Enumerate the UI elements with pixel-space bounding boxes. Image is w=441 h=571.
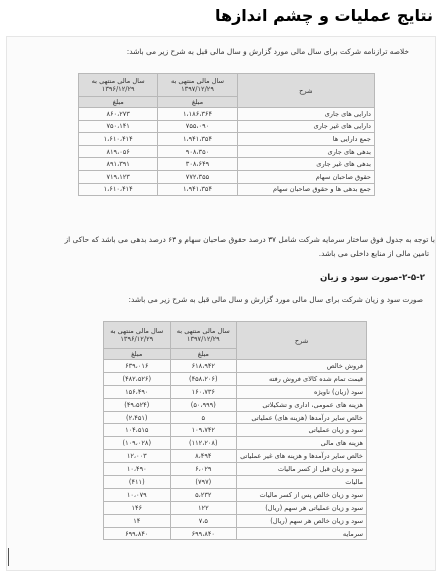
row-label: هزینه های مالی <box>237 437 367 450</box>
balance-intro: خلاصه ترازنامه شرکت برای سال مالی مورد گزارش و سال مالی قبل به شرح زیر می باشد: <box>126 47 409 56</box>
page-title: نتایج عملیات و چشم اندازها <box>214 6 433 25</box>
row-current: (۵۰،۹۹۹) <box>170 398 237 411</box>
row-previous: ۱۴۶ <box>104 501 171 514</box>
row-label: حقوق صاحبان سهام <box>237 170 374 183</box>
row-current: ۷۵۵،۰۹۰ <box>158 120 237 133</box>
row-current: ۷،۵ <box>170 514 237 527</box>
row-label: بدهی های غیر جاری <box>237 158 374 171</box>
balance-subheader-current: مبلغ <box>158 97 237 108</box>
row-current: ۶،۰۲۹ <box>170 463 237 476</box>
table-row <box>104 527 367 540</box>
income-header-current: سال مالی منتهی به ۱۳۹۷/۱۲/۲۹ <box>170 322 237 349</box>
table-row <box>104 488 367 501</box>
scanned-report-page <box>6 36 436 571</box>
income-header-previous: سال مالی منتهی به ۱۳۹۶/۱۲/۲۹ <box>104 322 171 349</box>
table-row <box>104 463 367 476</box>
row-label: سود و زیان عملیاتی <box>237 424 367 437</box>
row-previous: ۶۳۹،۰۱۶ <box>104 360 171 373</box>
row-previous: ۷۱۹،۱۲۳ <box>79 170 158 183</box>
table-row <box>104 437 367 450</box>
row-label: سود (زیان) ناویژه <box>237 385 367 398</box>
row-previous: ۱۵۶،۴۹۰ <box>104 385 171 398</box>
capital-structure-note: با توجه به جدول فوق ساختار سرمایه شرکت شامل ۳۷ درصد حقوق صاحبان سهام و ۶۳ درصد بدهی می باشد که حاکی از <box>64 235 435 244</box>
table-row <box>79 120 375 133</box>
table-row <box>79 158 375 171</box>
table-row <box>104 385 367 398</box>
row-previous: (۴۹،۵۲۴) <box>104 398 171 411</box>
row-label: سرمایه <box>237 527 367 540</box>
row-current: ۵ <box>170 411 237 424</box>
row-label: مالیات <box>237 476 367 489</box>
row-current: ۳۰۸،۶۴۹ <box>158 158 237 171</box>
balance-subheader-previous: مبلغ <box>79 97 158 108</box>
table-row <box>79 133 375 146</box>
row-current: ۶۱۸،۹۴۲ <box>170 360 237 373</box>
row-previous: ۱۰۴،۵۱۵ <box>104 424 171 437</box>
balance-header-desc: شرح <box>237 74 374 108</box>
row-current: ۱۲۲ <box>170 501 237 514</box>
row-label: هزینه های عمومی، اداری و تشکیلاتی <box>237 398 367 411</box>
row-current: ۱،۱۸۶،۳۶۴ <box>158 108 237 121</box>
table-row <box>104 501 367 514</box>
row-previous: ۸۹۱،۳۹۱ <box>79 158 158 171</box>
income-subheader-previous: مبلغ <box>104 349 171 360</box>
row-label: جمع بدهی ها و حقوق صاحبان سهام <box>237 183 374 196</box>
row-label: خالص سایر درآمدها (هزینه های) عملیاتی <box>237 411 367 424</box>
row-previous: (۴۸۲،۵۲۶) <box>104 372 171 385</box>
row-previous: ۱،۶۱۰،۴۱۴ <box>79 133 158 146</box>
row-label: بدهی های جاری <box>237 145 374 158</box>
row-current: ۷۷۲،۳۵۵ <box>158 170 237 183</box>
row-previous: (۴۱۱) <box>104 476 171 489</box>
row-label: خالص سایر درآمدها و هزینه های غیر عملیاتی <box>237 450 367 463</box>
row-previous: ۱۰،۰۷۹ <box>104 488 171 501</box>
table-row <box>104 372 367 385</box>
row-current: (۷۹۷) <box>170 476 237 489</box>
income-statement-table <box>103 321 367 540</box>
row-label: دارایی های غیر جاری <box>237 120 374 133</box>
row-label: سود و زیان عملیاتی هر سهم (ریال) <box>237 501 367 514</box>
row-previous: (۲،۴۵۱) <box>104 411 171 424</box>
row-previous: (۱۰۹،۰۲۸) <box>104 437 171 450</box>
row-previous: ۶۹۹،۸۴۰ <box>104 527 171 540</box>
row-current: ۶۹۹،۸۴۰ <box>170 527 237 540</box>
row-current: ۱۶۰،۷۳۶ <box>170 385 237 398</box>
row-label: فروش خالص <box>237 360 367 373</box>
table-row <box>79 183 375 196</box>
capital-structure-note-cont: تامین مالی از منابع داخلی می باشد. <box>318 249 429 258</box>
row-label: سود و زیان قبل از کسر مالیات <box>237 463 367 476</box>
table-row <box>79 170 375 183</box>
table-row <box>104 476 367 489</box>
row-current: ۱،۹۴۱،۳۵۴ <box>158 133 237 146</box>
row-previous: ۸۱۹،۰۵۶ <box>79 145 158 158</box>
table-row <box>79 108 375 121</box>
row-current: (۴۵۸،۲۰۶) <box>170 372 237 385</box>
row-previous: ۷۵۰،۱۴۱ <box>79 120 158 133</box>
income-heading: ۲-۵-۲-صورت سود و زیان <box>319 273 425 283</box>
row-previous: ۱۰،۴۹۰ <box>104 463 171 476</box>
balance-header-current: سال مالی منتهی به ۱۳۹۷/۱۲/۲۹ <box>158 74 237 97</box>
row-current: ۱۰۹،۷۴۲ <box>170 424 237 437</box>
row-previous: ۱۴ <box>104 514 171 527</box>
table-row <box>104 360 367 373</box>
row-previous: ۱۲،۰۰۳ <box>104 450 171 463</box>
income-intro: صورت سود و زیان شرکت برای سال مالی مورد گزارش و سال مالی قبل به شرح زیر می باشد: <box>128 295 423 304</box>
income-subheader-current: مبلغ <box>170 349 237 360</box>
income-header-desc: شرح <box>237 322 367 360</box>
row-label: دارایی های جاری <box>237 108 374 121</box>
row-label: جمع دارایی ها <box>237 133 374 146</box>
row-current: (۱۱۲،۲۰۸) <box>170 437 237 450</box>
table-row <box>79 145 375 158</box>
row-previous: ۸۶۰،۲۷۳ <box>79 108 158 121</box>
row-label: سود و زیان خالص پس از کسر مالیات <box>237 488 367 501</box>
table-row <box>104 450 367 463</box>
row-label: قیمت تمام شده کالای فروش رفته <box>237 372 367 385</box>
balance-header-previous: سال مالی منتهی به ۱۳۹۶/۱۲/۲۹ <box>79 74 158 97</box>
table-row <box>104 411 367 424</box>
row-label: سود و زیان خالص هر سهم (ریال) <box>237 514 367 527</box>
row-current: ۹۰۸،۳۵۰ <box>158 145 237 158</box>
table-row <box>104 398 367 411</box>
row-current: ۱،۹۴۱،۳۵۴ <box>158 183 237 196</box>
balance-sheet-table <box>78 73 375 196</box>
row-current: ۵،۲۳۲ <box>170 488 237 501</box>
edge-mark <box>8 548 9 566</box>
table-row <box>104 514 367 527</box>
table-row <box>104 424 367 437</box>
row-current: ۸،۴۹۴ <box>170 450 237 463</box>
row-previous: ۱،۶۱۰،۴۱۴ <box>79 183 158 196</box>
